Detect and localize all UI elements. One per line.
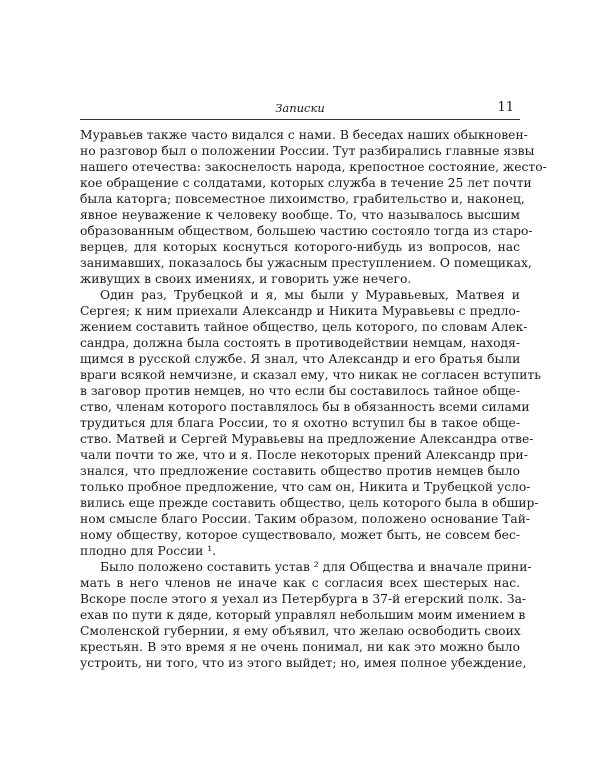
text-line: вились еще прежде составить общество, цель которого была в обшир- (80, 496, 539, 510)
page-number: 11 (497, 100, 514, 115)
text-line: мать в него членов не иначе как с согласия всех шестерых нас. (80, 576, 520, 590)
text-line: сандра, должна была состоять в противодействии немцам, находя- (80, 336, 520, 350)
text-line: трудиться для блага России, то я охотно вступил бы в такое обще- (80, 416, 520, 430)
text-line: ном смысле благо России. Таким образом, положено основание Тай- (80, 512, 531, 526)
text-line: крестьян. В это время я не очень понимал, ни как это можно было (80, 640, 520, 654)
text-line: Вскоре после этого я уехал из Петербурга в 37-й егерский полк. За- (80, 592, 527, 606)
text-line: ство. Матвей и Сергей Муравьевы на предложение Александра отве- (80, 432, 534, 446)
text-line: Муравьев также часто видался с нами. В беседах наших обыкновен- (80, 128, 528, 142)
text-line: устроить, ни того, что из этого выйдет; но, имея полное убеждение, (80, 656, 527, 670)
text-line: ство, членам которого поставлялось бы в обязанность всеми силами (80, 400, 530, 414)
text-line: ному обществу, которое существовало, может быть, не совсем бес- (80, 528, 520, 542)
header-rule (80, 119, 520, 120)
text-line: Было положено составить устав ² для Общества и вначале прини- (100, 560, 532, 574)
text-line: но разговор был о положении России. Тут разбирались главные язвы (80, 144, 535, 158)
text-line: жением составить тайное общество, цель которого, по словам Алек- (80, 320, 528, 334)
paragraph (80, 127, 547, 287)
text-line: Сергея; к ним приехали Александр и Никита Муравьевы с предло- (80, 304, 520, 318)
paragraph (80, 559, 532, 671)
text-line: занимавших, показалось бы ужасным преступлением. О помещиках, (80, 256, 532, 270)
text-line: щимся в русской службе. Я знал, что Александр и его братья были (80, 352, 521, 366)
text-line: в заговор против немцев, но что если бы составилось тайное обще- (80, 384, 520, 398)
text-line: враги всякой немчизне, и сказал ему, что никак не согласен вступить (80, 368, 541, 382)
text-line: живущих в своих имениях, и говорить уже нечего. (80, 272, 412, 286)
text-line: нашего отечества: закоснелость народа, крепостное состояние, жесто- (80, 160, 547, 174)
body-text (80, 127, 547, 671)
text-line: только пробное предложение, что сам он, Никита и Трубецкой усло- (80, 480, 531, 494)
running-header (80, 101, 520, 117)
text-line: образованным обществом, большею частию состояло тогда из старо- (80, 224, 533, 238)
text-line: явное неуважение к человеку вообще. То, что называлось высшим (80, 208, 520, 222)
text-line: Смоленской губернии, я ему объявил, что желаю освободить своих (80, 624, 521, 638)
text-line: чали почти то же, что и я. После некоторых прений Александр при- (80, 448, 528, 462)
text-line: Один раз, Трубецкой и я, мы были у Муравьевых, Матвея и (100, 288, 520, 302)
text-line: была каторга; повсеместное лихоимство, грабительство и, наконец, (80, 192, 525, 206)
text-line: ехав по пути к дяде, который управлял небольшим моим имением в (80, 608, 526, 622)
text-line: кое обращение с солдатами, которых служба в течение 25 лет почти (80, 176, 532, 190)
paragraph (80, 287, 541, 559)
running-title: Записки (275, 101, 325, 115)
text-line: плодно для России ¹. (80, 544, 217, 558)
text-line: верцев, для которых коснуться которого-нибудь из вопросов, нас (80, 240, 520, 254)
text-line: знался, что предложение составить общество против немцев было (80, 464, 520, 478)
